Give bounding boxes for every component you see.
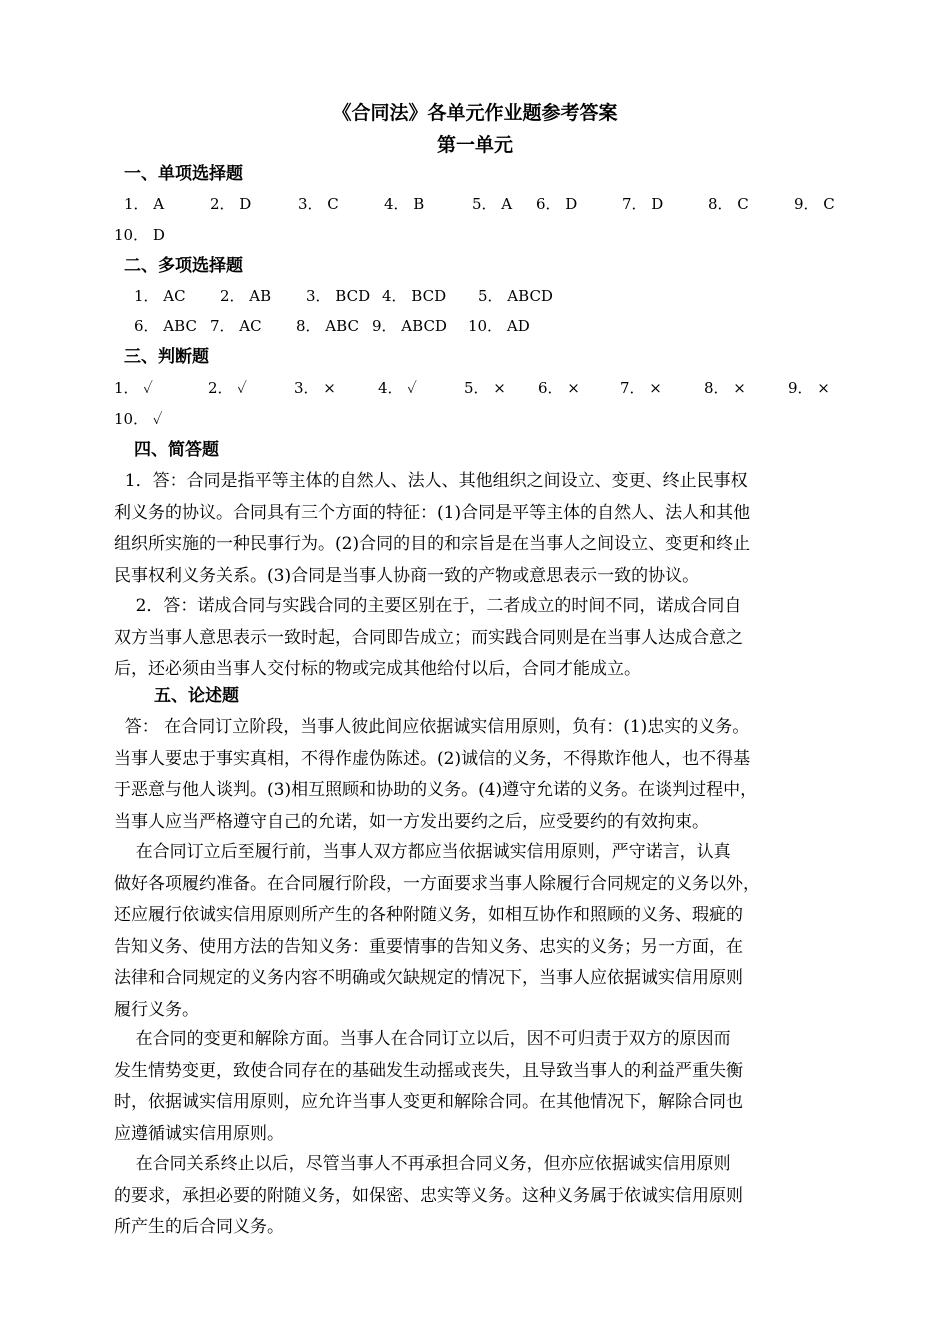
answer-item: 10． ✓	[114, 410, 163, 428]
answer-item: 10． AD	[468, 317, 530, 335]
section-heading-single-choice: 一、单项选择题	[124, 164, 243, 184]
short-answer-q2	[114, 591, 840, 686]
text-line: 组织所实施的一种民事行为。(2)合同的目的和宗旨是在当事人之间设立、变更和终止	[114, 534, 751, 555]
answer-item: 7． D	[622, 195, 664, 213]
section-heading-short-answer: 四、简答题	[134, 440, 219, 460]
text-line: 法律和合同规定的义务内容不明确或欠缺规定的情况下，当事人应依据诚实信用原则	[114, 968, 743, 989]
answer-item: 9． ABCD	[372, 317, 447, 335]
text-line: 答： 在合同订立阶段，当事人彼此间应依据诚实信用原则，负有：(1)忠实的义务。	[114, 717, 750, 737]
answer-item: 8． C	[708, 195, 749, 213]
answer-item: 4． B	[384, 195, 425, 213]
answer-item: 2． D	[210, 195, 252, 213]
answer-item: 1． A	[124, 195, 165, 213]
text-line: 当事人要忠于事实真相，不得作虚伪陈述。(2)诚信的义务，不得欺诈他人，也不得基	[114, 748, 751, 769]
multiple-choice-answers-row-2	[134, 315, 634, 337]
text-line: 后，还必须由当事人交付标的物或完成其他给付以后，合同才能成立。	[114, 659, 641, 680]
unit-title: 第一单元	[436, 134, 513, 156]
answer-item: 3． C	[298, 195, 339, 213]
text-line: 在合同的变更和解除方面。当事人在合同订立以后，因不可归责于双方的原因而	[114, 1029, 731, 1049]
essay-paragraph-4	[114, 1149, 840, 1244]
answer-item: 5． ×	[464, 379, 506, 397]
answer-item: 4． ✓	[378, 379, 417, 397]
document-title: 《合同法》各单元作业题参考答案	[332, 102, 618, 124]
answer-item: 3． BCD	[306, 287, 371, 305]
answer-item: 10． D	[114, 226, 165, 244]
answer-item: 5． ABCD	[478, 287, 553, 305]
answer-item: 6． ×	[538, 379, 580, 397]
text-line: 双方当事人意思表示一致时起，合同即告成立；而实践合同则是在当事人达成合意之	[114, 627, 743, 648]
text-line: 民事权利义务关系。(3)合同是当事人协商一致的产物或意思表示一致的协议。	[114, 565, 700, 586]
text-line: 时，依据诚实信用原则，应允许当事人变更和解除合同。在其他情况下，解除合同也	[114, 1092, 743, 1113]
answer-item: 2． AB	[220, 287, 272, 305]
answer-item: 3． ×	[294, 379, 336, 397]
essay-paragraph-2	[114, 837, 840, 1027]
short-answer-q1	[114, 466, 840, 592]
answer-item: 8． ABC	[296, 317, 359, 335]
multiple-choice-answers-row-1	[134, 285, 634, 307]
text-line: 在合同关系终止以后，尽管当事人不再承担合同义务，但亦应依据诚实信用原则	[114, 1154, 731, 1174]
answer-item: 4． BCD	[382, 287, 447, 305]
text-line: 在合同订立后至履行前，当事人双方都应当依据诚实信用原则，严守诺言，认真	[114, 842, 731, 862]
essay-paragraph-3	[114, 1024, 840, 1150]
answer-item: 8． ×	[704, 379, 746, 397]
answer-item: 2． ✓	[208, 379, 247, 397]
answer-item: 9． C	[794, 195, 835, 213]
single-choice-answers-wrap	[114, 224, 214, 246]
answer-item: 5． A	[472, 195, 513, 213]
text-line: 应遵循诚实信用原则。	[114, 1123, 284, 1144]
essay-paragraph-1	[114, 712, 840, 838]
answer-item: 7． ×	[620, 379, 662, 397]
answer-item: 7． AC	[210, 317, 262, 335]
section-heading-true-false: 三、判断题	[124, 347, 209, 367]
answer-item: 6． ABC	[134, 317, 197, 335]
text-line: 于恶意与他人谈判。(3)相互照顾和协助的义务。(4)遵守允诺的义务。在谈判过程中，	[114, 780, 758, 801]
text-line: 的要求，承担必要的附随义务，如保密、忠实等义务。这种义务属于依诚实信用原则	[114, 1185, 743, 1206]
text-line: 1．答：合同是指平等主体的自然人、法人、其他组织之间设立、变更、终止民事权	[114, 471, 748, 491]
text-line: 利义务的协议。合同具有三个方面的特征：(1)合同是平等主体的自然人、法人和其他	[114, 502, 751, 523]
answer-item: 6． D	[536, 195, 578, 213]
text-line: 做好各项履约准备。在合同履行阶段，一方面要求当事人除履行合同规定的义务以外，	[114, 873, 760, 894]
section-heading-essay: 五、论述题	[154, 686, 239, 706]
text-line: 履行义务。	[114, 999, 199, 1020]
true-false-answers-wrap	[114, 408, 214, 430]
answer-item: 9． ×	[788, 379, 830, 397]
text-line: 所产生的后合同义务。	[114, 1217, 284, 1238]
text-line: 告知义务、使用方法的告知义务：重要情事的告知义务、忠实的义务；另一方面，在	[114, 936, 743, 957]
text-line: 发生情势变更，致使合同存在的基础发生动摇或丧失，且导致当事人的利益严重失衡	[114, 1060, 743, 1081]
answer-item: 1． AC	[134, 287, 186, 305]
single-choice-answers	[124, 193, 844, 215]
section-heading-multiple-choice: 二、多项选择题	[124, 256, 243, 276]
true-false-answers	[114, 377, 844, 399]
text-line: 还应履行依诚实信用原则所产生的各种附随义务，如相互协作和照顾的义务、瑕疵的	[114, 905, 743, 926]
text-line: 当事人应当严格遵守自己的允诺，如一方发出要约之后，应受要约的有效拘束。	[114, 811, 709, 832]
text-line: 2．答：诺成合同与实践合同的主要区别在于，二者成立的时间不同，诺成合同自	[114, 596, 742, 616]
answer-item: 1． ✓	[114, 379, 153, 397]
